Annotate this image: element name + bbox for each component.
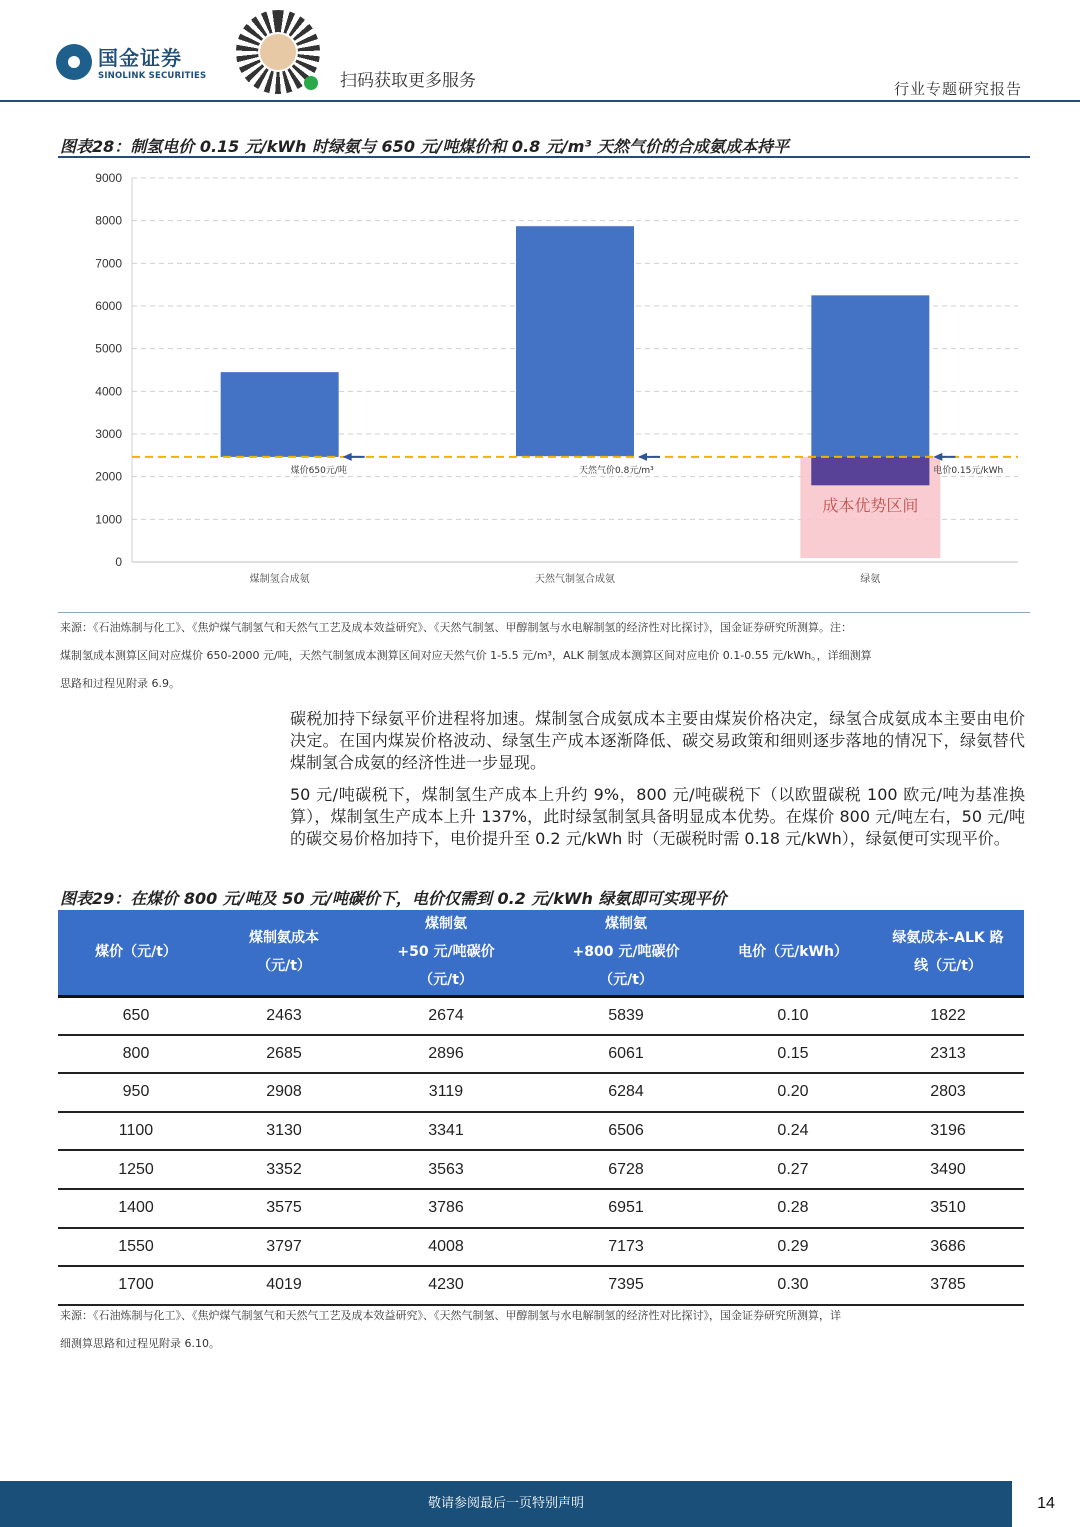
company-logo bbox=[56, 42, 206, 81]
table-cell: 5839 bbox=[538, 996, 714, 1035]
table-cell: 1100 bbox=[58, 1112, 214, 1151]
table-header-cell bbox=[354, 910, 538, 996]
page-number: 14 bbox=[1037, 1495, 1055, 1512]
table-header-cell bbox=[214, 910, 354, 996]
y-tick-label: 3000 bbox=[95, 427, 122, 441]
logo-chinese-name: 国金证券 bbox=[98, 46, 182, 70]
table-cell: 3510 bbox=[872, 1189, 1024, 1228]
table-cell: 2674 bbox=[354, 996, 538, 1035]
table-row bbox=[58, 1228, 1024, 1267]
highlight-label: 成本优势区间 bbox=[822, 495, 919, 515]
y-tick-label: 2000 bbox=[95, 469, 122, 484]
table-cell: 2313 bbox=[872, 1035, 1024, 1074]
table-cell: 1400 bbox=[58, 1189, 214, 1228]
table-cell: 1250 bbox=[58, 1150, 214, 1189]
table-cell: 2896 bbox=[354, 1035, 538, 1074]
table-header-cell bbox=[538, 910, 714, 996]
source-line: 来源：《石油炼制与化工》、《焦炉煤气制氢气和天然气工艺及成本效益研究》、《天然气制氢、甲醇制氢与水电解制氢的经济性对比探讨》，国金证券研究所测算。注： bbox=[60, 621, 852, 634]
source-line: 思路和过程见附录 6.9。 bbox=[60, 677, 180, 690]
table-cell: 3490 bbox=[872, 1150, 1024, 1189]
report-type-label: 行业专题研究报告 bbox=[893, 80, 1022, 98]
table-row bbox=[58, 1150, 1024, 1189]
table-header-text: 煤制氨 bbox=[605, 916, 647, 933]
y-tick-label: 6000 bbox=[95, 299, 122, 313]
table-cell: 3341 bbox=[354, 1112, 538, 1151]
table-cell: 0.28 bbox=[714, 1189, 872, 1228]
disclaimer-notice[interactable]: 敬请参阅最后一页特别声明 bbox=[427, 1496, 584, 1511]
table-cell: 0.20 bbox=[714, 1073, 872, 1112]
table-header-cell bbox=[714, 910, 872, 996]
figure28-title: 图表28：制氢电价 0.15 元/kWh 时绿氨与 650 元/吨煤价和 0.8 元/m³ 天然气价的合成氨成本持平 bbox=[60, 137, 789, 156]
body-paragraph-1: 碳税加持下绿氨平价进程将加速。煤制氢合成氨成本主要由煤炭价格决定，绿氢合成氨成本主要由电价决定。在国内煤炭价格波动、绿氢生产成本逐渐降低、碳交易政策和细则逐步落地的情况下，绿氨替代煤制氢合成氨的经济性进一步显现。 bbox=[290, 709, 1025, 772]
table-header-cell bbox=[58, 910, 214, 996]
annotation-label: 天然气价0.8元/m³ bbox=[579, 465, 654, 476]
table-cell: 0.30 bbox=[714, 1266, 872, 1305]
table-cell: 950 bbox=[58, 1073, 214, 1112]
figure28-source bbox=[60, 614, 1032, 698]
table-cell: 3119 bbox=[354, 1073, 538, 1112]
header-divider bbox=[0, 100, 1080, 102]
table-cell: 6728 bbox=[538, 1150, 714, 1189]
y-tick-label: 8000 bbox=[95, 213, 122, 228]
table-cell: 3786 bbox=[354, 1189, 538, 1228]
table-row bbox=[58, 1266, 1024, 1305]
table-row bbox=[58, 1035, 1024, 1074]
qr-code-icon[interactable] bbox=[236, 10, 320, 94]
source-line: 来源：《石油炼制与化工》、《焦炉煤气制氢气和天然气工艺及成本效益研究》、《天然气制氢、甲醇制氢与水电解制氢的经济性对比探讨》，国金证券研究所测算，详 bbox=[60, 1309, 841, 1322]
table-cell: 7173 bbox=[538, 1228, 714, 1267]
table-cell: 0.29 bbox=[714, 1228, 872, 1267]
page-footer bbox=[0, 1481, 1080, 1527]
table-cell: 1700 bbox=[58, 1266, 214, 1305]
table-cell: 3352 bbox=[214, 1150, 354, 1189]
table-header-text: +50 元/吨碳价 bbox=[397, 944, 495, 961]
table-cell: 0.24 bbox=[714, 1112, 872, 1151]
table-cell: 2685 bbox=[214, 1035, 354, 1074]
table-cell: 1550 bbox=[58, 1228, 214, 1267]
y-tick-label: 4000 bbox=[95, 384, 122, 399]
table-row bbox=[58, 1112, 1024, 1151]
y-tick-label: 7000 bbox=[95, 256, 122, 271]
bar bbox=[811, 295, 929, 485]
x-tick-label: 绿氨 bbox=[860, 574, 881, 585]
table-cell: 3785 bbox=[872, 1266, 1024, 1305]
table-cell: 0.27 bbox=[714, 1150, 872, 1189]
table-header-text: +800 元/吨碳价 bbox=[572, 944, 680, 961]
logo-mark-icon bbox=[56, 44, 92, 80]
table-header-text: （元/t） bbox=[419, 972, 473, 989]
figure28-title-rule bbox=[58, 156, 1030, 158]
table-cell: 6284 bbox=[538, 1073, 714, 1112]
y-tick-label: 5000 bbox=[95, 341, 122, 356]
table-header-text: 煤制氨 bbox=[425, 916, 467, 933]
y-tick-label: 1000 bbox=[95, 512, 122, 527]
table-cell: 6951 bbox=[538, 1189, 714, 1228]
source-line: 细测算思路和过程见附录 6.10。 bbox=[60, 1337, 220, 1350]
page-header bbox=[0, 0, 1080, 102]
bar bbox=[516, 226, 634, 456]
annotation-label: 煤价650元/吨 bbox=[290, 465, 347, 476]
table-header-text: 线（元/t） bbox=[914, 958, 982, 975]
table-body bbox=[58, 996, 1024, 1305]
table-cell: 4019 bbox=[214, 1266, 354, 1305]
logo-english-name: SINOLINK SECURITIES bbox=[98, 71, 207, 81]
table-header-text: 电价（元/kWh） bbox=[738, 944, 848, 961]
figure28-chart bbox=[60, 162, 1032, 594]
table-row bbox=[58, 1073, 1024, 1112]
bar bbox=[221, 372, 339, 457]
y-tick-label: 0 bbox=[115, 555, 122, 569]
table-cell: 7395 bbox=[538, 1266, 714, 1305]
annotation-arrowhead bbox=[343, 453, 352, 461]
table-cell: 2463 bbox=[214, 996, 354, 1035]
figure29-table bbox=[58, 910, 1024, 1306]
x-tick-label: 煤制氢合成氨 bbox=[249, 574, 310, 585]
table-cell: 0.10 bbox=[714, 996, 872, 1035]
table-cell: 1822 bbox=[872, 996, 1024, 1035]
table-row bbox=[58, 1189, 1024, 1228]
table-header-text: 绿氨成本-ALK 路 bbox=[892, 930, 1004, 947]
table-cell: 3686 bbox=[872, 1228, 1024, 1267]
table-cell: 3563 bbox=[354, 1150, 538, 1189]
table-cell: 3196 bbox=[872, 1112, 1024, 1151]
table-header-text: 煤制氨成本 bbox=[249, 930, 319, 947]
table-header-row bbox=[58, 910, 1024, 996]
table-header-cell bbox=[872, 910, 1024, 996]
body-paragraph-2: 50 元/吨碳税下，煤制氢生产成本上升约 9%，800 元/吨碳税下（以欧盟碳税 100 欧元/吨为基准换算），煤制氢生产成本上升 137%，此时绿氢制氢具备明显成本优势。在煤价 800 元/吨左右，50 元/吨的碳交易价格加持下，电价提升至 0.2 元/kWh 时（无碳税时需 0.18 元/kWh），绿氨便可实现平价。 bbox=[290, 785, 1025, 848]
bar-chart bbox=[60, 162, 1032, 594]
table-cell: 2908 bbox=[214, 1073, 354, 1112]
table-header-text: 煤价（元/t） bbox=[95, 944, 177, 961]
table-cell: 3797 bbox=[214, 1228, 354, 1267]
table-cell: 6506 bbox=[538, 1112, 714, 1151]
table-cell: 650 bbox=[58, 996, 214, 1035]
table-cell: 800 bbox=[58, 1035, 214, 1074]
table-cell: 4230 bbox=[354, 1266, 538, 1305]
table-cell: 2803 bbox=[872, 1073, 1024, 1112]
table-header-text: （元/t） bbox=[257, 958, 311, 975]
figure29-title: 图表29：在煤价 800 元/吨及 50 元/吨碳价下，电价仅需到 0.2 元/kWh 绿氨即可实现平价 bbox=[60, 889, 727, 908]
bar-overlap bbox=[811, 457, 929, 485]
table-row bbox=[58, 996, 1024, 1035]
table-cell: 4008 bbox=[354, 1228, 538, 1267]
y-tick-label: 9000 bbox=[95, 171, 122, 185]
annotation-label: 电价0.15元/kWh bbox=[933, 465, 1004, 476]
figure29-source bbox=[60, 1302, 1032, 1358]
table-header-text: （元/t） bbox=[599, 972, 653, 989]
table-cell: 3575 bbox=[214, 1189, 354, 1228]
table-cell: 6061 bbox=[538, 1035, 714, 1074]
table-cell: 0.15 bbox=[714, 1035, 872, 1074]
figure28-source-rule bbox=[58, 612, 1030, 613]
source-line: 煤制氢成本测算区间对应煤价 650-2000 元/吨，天然气制氢成本测算区间对应天然气价 1-5.5 元/m³，ALK 制氢成本测算区间对应电价 0.1-0.55 元/kWh。，详细测算 bbox=[60, 649, 872, 662]
table-cell: 3130 bbox=[214, 1112, 354, 1151]
x-tick-label: 天然气制氢合成氨 bbox=[535, 574, 615, 585]
annotation-arrowhead bbox=[638, 453, 647, 461]
scan-prompt: 扫码获取更多服务 bbox=[340, 71, 476, 91]
